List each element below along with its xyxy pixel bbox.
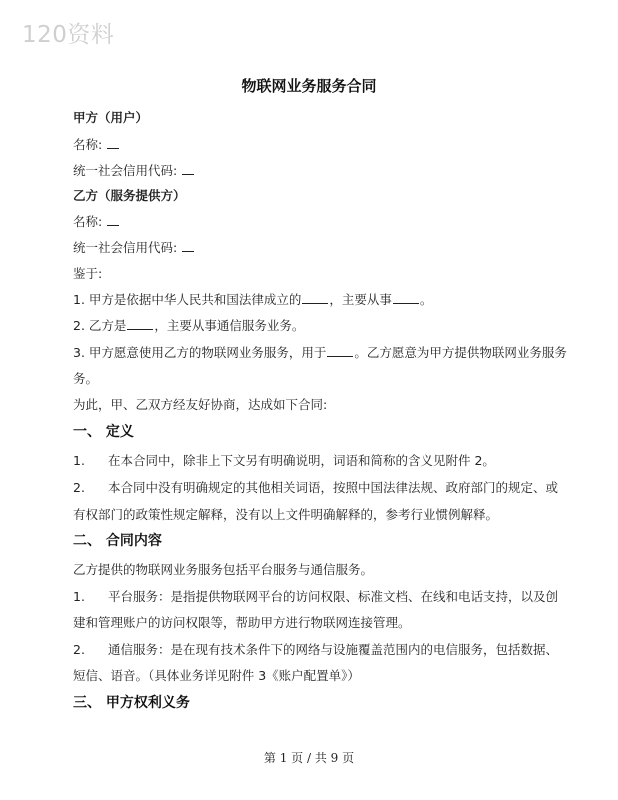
party-a-credit-code: 统一社会信用代码: — [73, 163, 195, 179]
section-heading-contents: 二、 合同内容 — [73, 533, 162, 549]
party-a-name: 名称: — [73, 137, 120, 153]
definition-item-2: 2. 本合同中没有明确规定的其他相关词语，按照中国法律法规、政府部门的规定、或 — [73, 480, 559, 495]
blank-line — [393, 292, 419, 304]
contents-item-1-cont: 建和管理账户的访问权限等，帮助甲方进行物联网连接管理。 — [73, 615, 411, 630]
watermark-logo: 120资料 — [22, 22, 115, 48]
whereas-label: 鉴于: — [73, 266, 103, 281]
whereas-item-3: 3. 甲方愿意使用乙方的物联网业务服务，用于 。乙方愿意为甲方提供物联网业务服务 — [73, 345, 567, 360]
party-b-credit-code: 统一社会信用代码: — [73, 240, 195, 256]
party-b-name-blank — [107, 214, 119, 226]
party-a-heading: 甲方（用户） — [73, 110, 149, 125]
section-heading-party-a-rights: 三、 甲方权利义务 — [73, 695, 190, 711]
section-heading-definitions: 一、 定义 — [73, 424, 134, 440]
contents-item-2-cont: 短信、语音。（具体业务详见附件 3《账户配置单》） — [73, 668, 360, 683]
definition-item-1: 1. 在本合同中，除非上下文另有明确说明，词语和简称的含义见附件 2。 — [73, 453, 495, 468]
contents-item-1: 1. 平台服务：是指提供物联网平台的访问权限、标准文档、在线和电话支持，以及创 — [73, 589, 559, 604]
whereas-item-2: 2. 乙方是 ，主要从事通信服务业务。 — [73, 318, 305, 333]
blank-line — [127, 318, 153, 330]
page-footer: 第 1 页 / 共 9 页 — [263, 751, 355, 765]
blank-line — [302, 292, 328, 304]
contents-item-2: 2. 通信服务：是在现有技术条件下的网络与设施覆盖范围内的电信服务，包括数据、 — [73, 642, 559, 657]
party-a-credit-blank — [182, 163, 194, 175]
whereas-item-3-cont: 务。 — [73, 371, 99, 386]
party-b-heading: 乙方（服务提供方） — [73, 188, 186, 203]
agreement-intro: 为此，甲、乙双方经友好协商，达成如下合同: — [73, 397, 328, 412]
party-b-credit-blank — [182, 240, 194, 252]
document-title: 物联网业务服务合同 — [241, 77, 377, 95]
whereas-item-1: 1. 甲方是依据中华人民共和国法律成立的 ，主要从事 。 — [73, 292, 433, 307]
blank-line — [327, 345, 353, 357]
definition-item-2-cont: 有权部门的政策性规定解释，没有以上文件明确解释的，参考行业惯例解释。 — [73, 507, 499, 522]
party-b-name: 名称: — [73, 214, 120, 230]
contents-intro: 乙方提供的物联网业务服务包括平台服务与通信服务。 — [73, 562, 374, 577]
party-a-name-blank — [107, 137, 119, 149]
